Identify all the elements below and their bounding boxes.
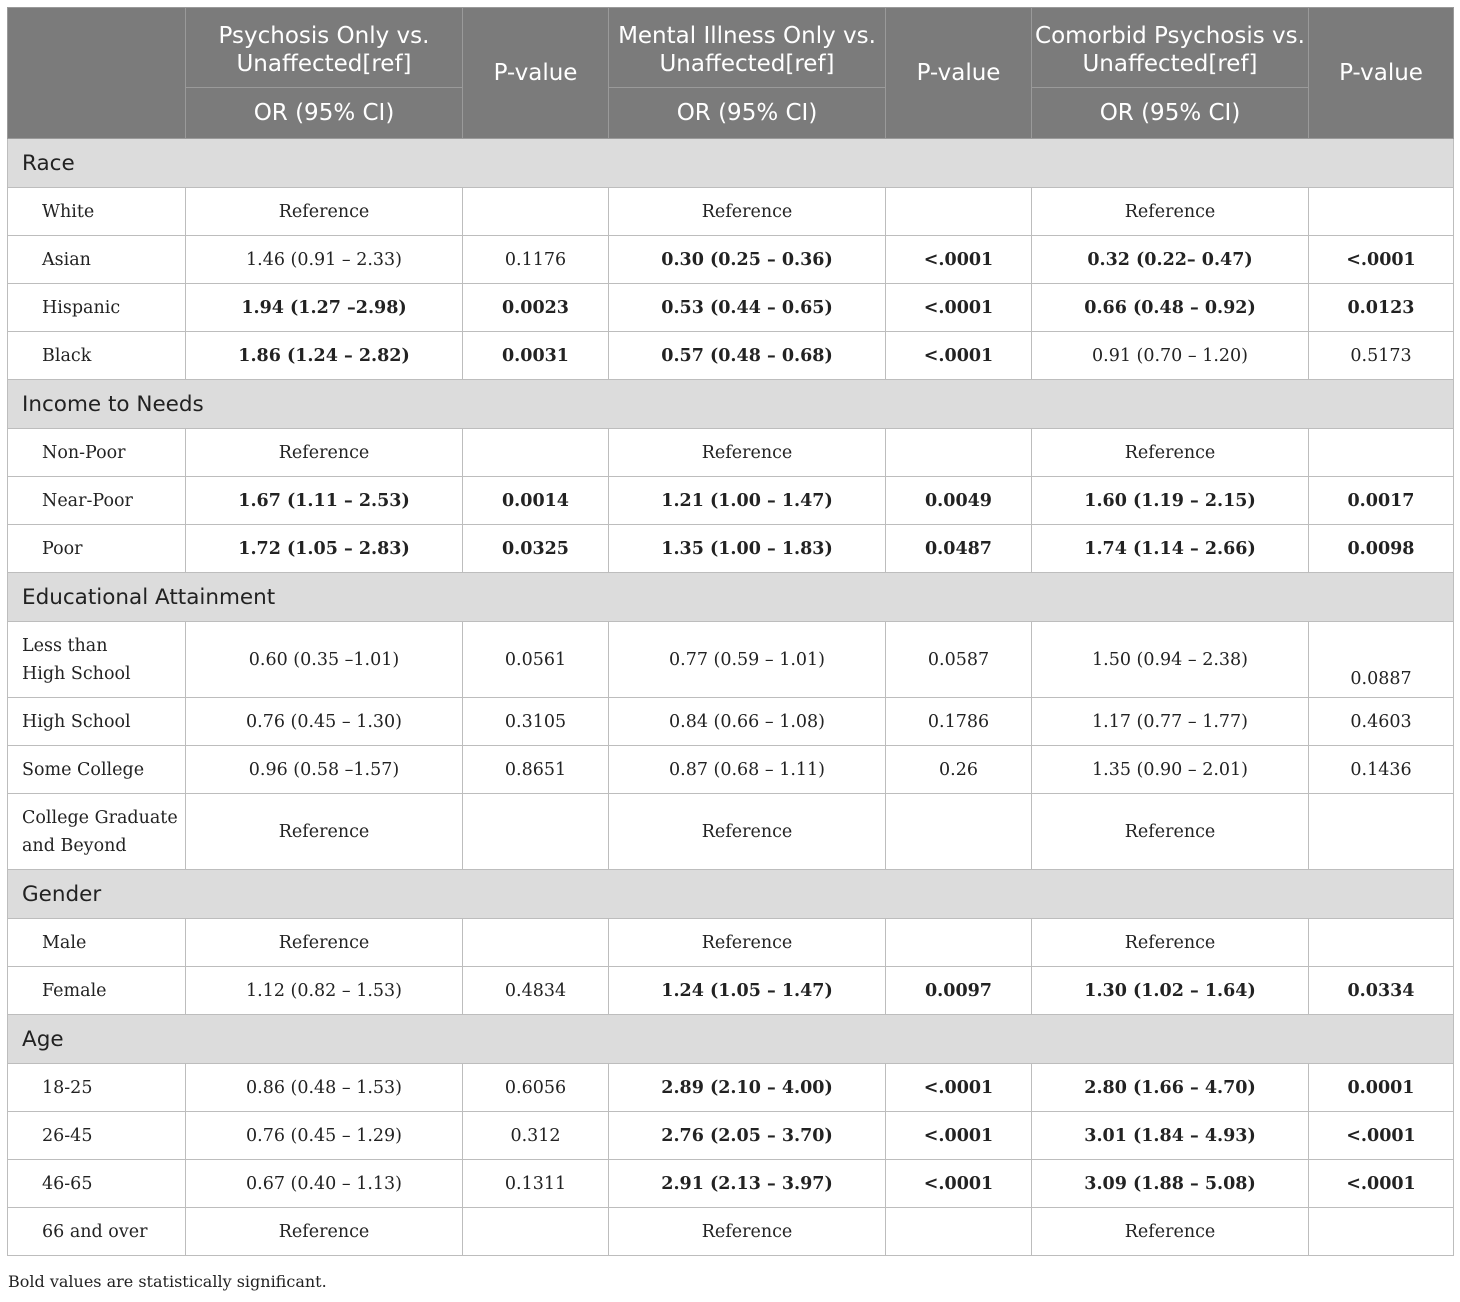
table-row [8, 794, 1454, 870]
pvalue-cell: 0.0334 [1309, 967, 1454, 1015]
or-value-cell: 2.89 (2.10 – 4.00) [609, 1064, 886, 1112]
pvalue-cell [1309, 794, 1454, 870]
pvalue-cell: <.0001 [1309, 1160, 1454, 1208]
table-row [8, 188, 1454, 236]
pvalue-cell: 0.6056 [463, 1064, 609, 1112]
pvalue-cell: <.0001 [886, 236, 1032, 284]
table-row [8, 284, 1454, 332]
pvalue-cell: 0.4834 [463, 967, 609, 1015]
or-value-cell: Reference [186, 1208, 463, 1256]
table-row [8, 1064, 1454, 1112]
row-label: Black [8, 332, 186, 380]
section-header-row [8, 1015, 1454, 1064]
pvalue-cell [463, 1208, 609, 1256]
pvalue-cell [886, 1208, 1032, 1256]
or-value-cell: Reference [1032, 794, 1309, 870]
or-value-cell: 1.72 (1.05 – 2.83) [186, 525, 463, 573]
pvalue-cell [1309, 919, 1454, 967]
pvalue-cell: <.0001 [886, 332, 1032, 380]
or-value-cell: 0.30 (0.25 – 0.36) [609, 236, 886, 284]
row-label: 26-45 [8, 1112, 186, 1160]
row-label: Hispanic [8, 284, 186, 332]
table-footnote: Bold values are statistically significant. [8, 1272, 327, 1291]
or-value-cell: 1.17 (0.77 – 1.77) [1032, 698, 1309, 746]
pvalue-cell: 0.0001 [1309, 1064, 1454, 1112]
header-blank-cell [8, 8, 186, 139]
or-value-cell: Reference [1032, 919, 1309, 967]
pvalue-cell: 0.0325 [463, 525, 609, 573]
section-header-row [8, 573, 1454, 622]
table-row [8, 1208, 1454, 1256]
pvalue-cell: 0.26 [886, 746, 1032, 794]
row-label: 18-25 [8, 1064, 186, 1112]
row-label: Asian [8, 236, 186, 284]
row-label-line: High School [22, 663, 131, 684]
pvalue-header-2: P-value [886, 8, 1032, 139]
pvalue-cell: 0.4603 [1309, 698, 1454, 746]
pvalue-cell: <.0001 [886, 284, 1032, 332]
or-header-3: OR (95% CI) [1032, 88, 1309, 139]
pvalue-cell: 0.0014 [463, 477, 609, 525]
row-label: White [8, 188, 186, 236]
table-row [8, 919, 1454, 967]
pvalue-cell: 0.0017 [1309, 477, 1454, 525]
or-value-cell: 1.74 (1.14 – 2.66) [1032, 525, 1309, 573]
row-label: High School [8, 698, 186, 746]
or-value-cell: 3.09 (1.88 – 5.08) [1032, 1160, 1309, 1208]
or-value-cell: 1.60 (1.19 – 2.15) [1032, 477, 1309, 525]
or-value-cell: 1.12 (0.82 – 1.53) [186, 967, 463, 1015]
row-label: Female [8, 967, 186, 1015]
group1-header: Psychosis Only vs. Unaffected[ref] [186, 8, 463, 88]
or-value-cell: Reference [186, 794, 463, 870]
pvalue-cell [1309, 1208, 1454, 1256]
or-value-cell: 0.53 (0.44 – 0.65) [609, 284, 886, 332]
or-value-cell: 1.24 (1.05 – 1.47) [609, 967, 886, 1015]
table-row [8, 967, 1454, 1015]
row-label: Near-Poor [8, 477, 186, 525]
table-row [8, 477, 1454, 525]
pvalue-cell [886, 919, 1032, 967]
or-value-cell: Reference [186, 919, 463, 967]
or-value-cell: 0.76 (0.45 – 1.30) [186, 698, 463, 746]
or-value-cell: Reference [609, 429, 886, 477]
pvalue-cell: 0.8651 [463, 746, 609, 794]
section-title: Age [8, 1015, 1454, 1064]
section-header-row [8, 870, 1454, 919]
pvalue-cell: 0.1176 [463, 236, 609, 284]
pvalue-cell: 0.0561 [463, 622, 609, 698]
pvalue-cell [463, 188, 609, 236]
or-value-cell: 0.67 (0.40 – 1.13) [186, 1160, 463, 1208]
or-value-cell: 1.50 (0.94 – 2.38) [1032, 622, 1309, 698]
pvalue-cell: 0.0049 [886, 477, 1032, 525]
pvalue-cell: 0.0097 [886, 967, 1032, 1015]
or-value-cell: Reference [186, 429, 463, 477]
pvalue-cell [886, 429, 1032, 477]
pvalue-cell: <.0001 [886, 1064, 1032, 1112]
or-value-cell: Reference [609, 1208, 886, 1256]
row-label: Male [8, 919, 186, 967]
pvalue-cell: 0.312 [463, 1112, 609, 1160]
or-value-cell: 1.35 (0.90 – 2.01) [1032, 746, 1309, 794]
table-header [8, 8, 1454, 139]
table-body [8, 139, 1454, 1256]
pvalue-cell [463, 429, 609, 477]
row-label-line: College Graduate [22, 807, 178, 828]
table-row [8, 525, 1454, 573]
or-value-cell: 1.67 (1.11 – 2.53) [186, 477, 463, 525]
or-value-cell: 0.77 (0.59 – 1.01) [609, 622, 886, 698]
table-row [8, 332, 1454, 380]
or-value-cell: Reference [1032, 188, 1309, 236]
pvalue-cell: <.0001 [1309, 1112, 1454, 1160]
row-label [8, 794, 186, 870]
table-row [8, 622, 1454, 698]
pvalue-cell: <.0001 [1309, 236, 1454, 284]
pvalue-cell [886, 188, 1032, 236]
section-header-row [8, 139, 1454, 188]
or-value-cell: Reference [609, 188, 886, 236]
or-value-cell: Reference [1032, 1208, 1309, 1256]
section-title: Gender [8, 870, 1454, 919]
pvalue-cell: <.0001 [886, 1160, 1032, 1208]
pvalue-cell [463, 794, 609, 870]
row-label: 66 and over [8, 1208, 186, 1256]
or-value-cell: Reference [609, 919, 886, 967]
or-value-cell: 2.80 (1.66 – 4.70) [1032, 1064, 1309, 1112]
section-header-row [8, 380, 1454, 429]
or-header-2: OR (95% CI) [609, 88, 886, 139]
or-value-cell: 0.32 (0.22– 0.47) [1032, 236, 1309, 284]
or-value-cell: 1.46 (0.91 – 2.33) [186, 236, 463, 284]
pvalue-cell: 0.0123 [1309, 284, 1454, 332]
pvalue-cell: <.0001 [886, 1112, 1032, 1160]
or-value-cell: 0.96 (0.58 –1.57) [186, 746, 463, 794]
section-title: Race [8, 139, 1454, 188]
or-value-cell: 0.60 (0.35 –1.01) [186, 622, 463, 698]
pvalue-cell [1309, 188, 1454, 236]
pvalue-cell: 0.0887 [1309, 622, 1454, 698]
or-value-cell: 0.66 (0.48 – 0.92) [1032, 284, 1309, 332]
row-label: Poor [8, 525, 186, 573]
table-row [8, 429, 1454, 477]
group3-header: Comorbid Psychosis vs. Unaffected[ref] [1032, 8, 1309, 88]
or-value-cell: 0.76 (0.45 – 1.29) [186, 1112, 463, 1160]
pvalue-cell: 0.1786 [886, 698, 1032, 746]
or-value-cell: 1.30 (1.02 – 1.64) [1032, 967, 1309, 1015]
table-row [8, 1112, 1454, 1160]
pvalue-header-3: P-value [1309, 8, 1454, 139]
or-value-cell: 0.84 (0.66 – 1.08) [609, 698, 886, 746]
or-header-1: OR (95% CI) [186, 88, 463, 139]
row-label: 46-65 [8, 1160, 186, 1208]
table-row [8, 1160, 1454, 1208]
or-value-cell: Reference [186, 188, 463, 236]
or-value-cell: 1.86 (1.24 – 2.82) [186, 332, 463, 380]
or-value-cell: 1.35 (1.00 – 1.83) [609, 525, 886, 573]
row-label: Non-Poor [8, 429, 186, 477]
or-value-cell: Reference [1032, 429, 1309, 477]
row-label [8, 622, 186, 698]
or-value-cell: 1.21 (1.00 – 1.47) [609, 477, 886, 525]
row-label-line: and Beyond [22, 835, 127, 856]
pvalue-cell [463, 919, 609, 967]
pvalue-cell: 0.0098 [1309, 525, 1454, 573]
or-value-cell: 0.57 (0.48 – 0.68) [609, 332, 886, 380]
or-value-cell: 0.86 (0.48 – 1.53) [186, 1064, 463, 1112]
or-value-cell: 2.91 (2.13 – 3.97) [609, 1160, 886, 1208]
table-row [8, 746, 1454, 794]
row-label: Some College [8, 746, 186, 794]
pvalue-cell [886, 794, 1032, 870]
pvalue-header-1: P-value [463, 8, 609, 139]
section-title: Income to Needs [8, 380, 1454, 429]
pvalue-cell: 0.0031 [463, 332, 609, 380]
pvalue-cell: 0.0487 [886, 525, 1032, 573]
or-value-cell: 2.76 (2.05 – 3.70) [609, 1112, 886, 1160]
row-label-line: Less than [22, 635, 108, 656]
or-value-cell: Reference [609, 794, 886, 870]
pvalue-cell: 0.5173 [1309, 332, 1454, 380]
pvalue-cell [1309, 429, 1454, 477]
table-row [8, 236, 1454, 284]
or-value-cell: 3.01 (1.84 – 4.93) [1032, 1112, 1309, 1160]
pvalue-cell: 0.0023 [463, 284, 609, 332]
pvalue-cell: 0.1311 [463, 1160, 609, 1208]
or-value-cell: 0.87 (0.68 – 1.11) [609, 746, 886, 794]
or-value-cell: 1.94 (1.27 –2.98) [186, 284, 463, 332]
odds-ratio-table [7, 7, 1454, 1256]
table-row [8, 698, 1454, 746]
or-value-cell: 0.91 (0.70 – 1.20) [1032, 332, 1309, 380]
pvalue-cell: 0.3105 [463, 698, 609, 746]
pvalue-cell: 0.0587 [886, 622, 1032, 698]
pvalue-cell: 0.1436 [1309, 746, 1454, 794]
group2-header: Mental Illness Only vs. Unaffected[ref] [609, 8, 886, 88]
section-title: Educational Attainment [8, 573, 1454, 622]
